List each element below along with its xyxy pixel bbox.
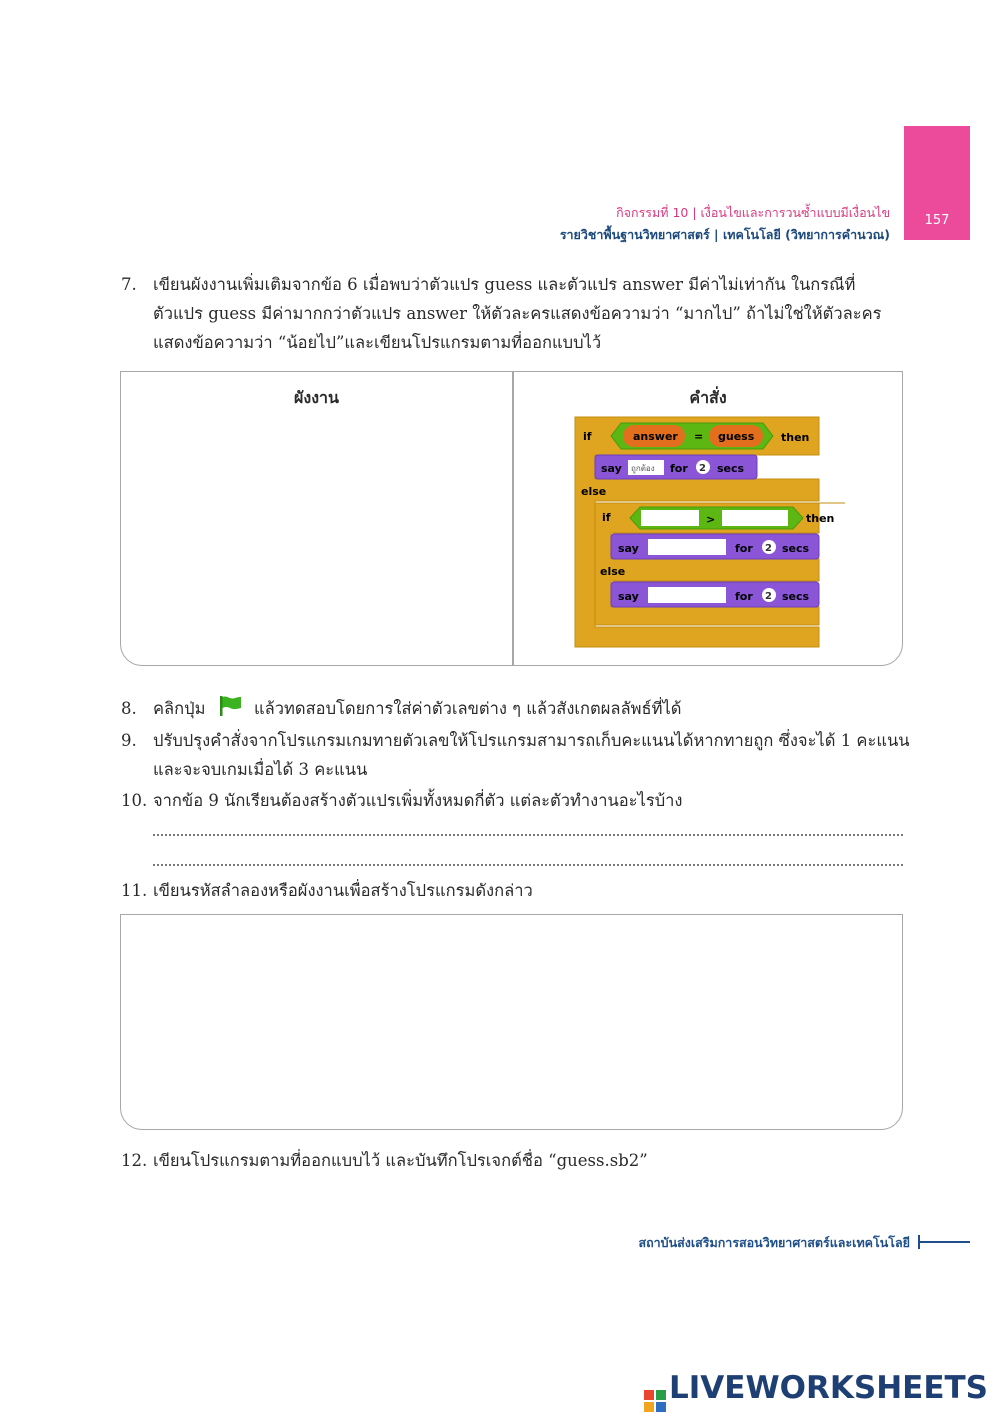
question-8-text-after: แล้วทดสอบโดยการใส่ค่าตัวเลขต่าง ๆ แล้วสังเกตผลลัพธ์ที่ได้ — [254, 699, 682, 718]
question-number: 12. — [121, 1151, 148, 1170]
say-keyword-2: say — [618, 542, 639, 555]
secs-value-2: 2 — [765, 543, 772, 554]
question-number: 9. — [121, 731, 137, 750]
question-11-text: เขียนรหัสลำลองหรือผังงานเพื่อสร้างโปรแกรมดังกล่าว — [153, 881, 533, 900]
for-keyword: for — [670, 462, 688, 475]
if-keyword: if — [583, 430, 592, 443]
else-keyword: else — [581, 485, 607, 498]
say-text-value: ถูกต้อง — [631, 464, 655, 473]
right-operand-input[interactable] — [722, 510, 788, 526]
question-9-line-2: และจะจบเกมเมื่อได้ 3 คะแนน — [153, 760, 368, 779]
question-10 — [121, 786, 913, 815]
secs-value: 2 — [699, 463, 706, 474]
question-number: 11. — [121, 881, 148, 900]
then-keyword: then — [781, 431, 810, 444]
question-number: 10. — [121, 791, 148, 810]
question-number: 8. — [121, 699, 137, 718]
answer-line-1[interactable] — [153, 834, 903, 836]
left-operand-input[interactable] — [641, 510, 699, 526]
question-7-line-3: แสดงข้อความว่า “น้อยไป”และเขียนโปรแกรมตามที่ออกแบบไว้ — [153, 333, 602, 352]
question-12 — [121, 1146, 913, 1175]
secs-value-3: 2 — [765, 591, 772, 602]
for-keyword-3: for — [735, 590, 753, 603]
brand-name: LIVEWORKSHEETS — [669, 1370, 988, 1406]
secs-keyword: secs — [717, 462, 745, 475]
say-too-low-input[interactable] — [648, 587, 726, 603]
inner-if-keyword: if — [602, 511, 611, 524]
for-keyword-2: for — [735, 542, 753, 555]
question-12-text: เขียนโปรแกรมตามที่ออกแบบไว้ และบันทึกโปรเจกต์ชื่อ “guess.sb2” — [153, 1151, 648, 1170]
flowchart-header: ผังงาน — [294, 388, 339, 407]
say-keyword: say — [601, 462, 622, 475]
liveworksheets-logo-icon — [644, 1390, 666, 1412]
command-header: คำสั่ง — [689, 388, 727, 407]
question-9 — [121, 726, 913, 784]
footer-rule-tick — [918, 1235, 920, 1249]
say-too-high-input[interactable] — [648, 539, 726, 555]
scratch-code-image — [575, 415, 835, 650]
pseudocode-answer-box[interactable] — [120, 914, 903, 1130]
question-8-text-before: คลิกปุ่ม — [153, 699, 206, 718]
question-7-line-2: ตัวแปร guess มีค่ามากกว่าตัวแปร answer ให้ตัวละครแสดงข้อความว่า “มากไป” ถ้าไม่ใช่ให้ตัวละคร — [153, 304, 882, 323]
flowchart-answer-area[interactable] — [131, 420, 501, 655]
question-9-line-1: ปรับปรุงคำสั่งจากโปรแกรมเกมทายตัวเลขให้โปรแกรมสามารถเก็บคะแนนได้หากทายถูก ซึ่งจะได้ 1 คะแนน — [153, 731, 910, 750]
greater-than-sign: > — [706, 513, 716, 526]
question-number: 7. — [121, 275, 137, 294]
question-7-line-1: เขียนผังงานเพิ่มเติมจากข้อ 6 เมื่อพบว่าตัวแปร guess และตัวแปร answer มีค่าไม่เท่ากัน ในกรณีที่ — [153, 275, 856, 294]
table-divider — [512, 372, 514, 665]
activity-title: กิจกรรมที่ 10 | เงื่อนไขและการวนซ้ำแบบมีเงื่อนไข — [616, 205, 890, 220]
liveworksheets-logo — [644, 1370, 988, 1412]
say-keyword-3: say — [618, 590, 639, 603]
inner-else-keyword: else — [600, 565, 626, 578]
inner-then-keyword: then — [806, 512, 835, 525]
answer-line-2[interactable] — [153, 864, 903, 866]
question-11 — [121, 876, 913, 905]
green-flag-icon — [217, 695, 243, 717]
answer-label: answer — [633, 430, 678, 443]
course-title: รายวิชาพื้นฐานวิทยาศาสตร์ | เทคโนโลยี (วิทยาการคำนวณ) — [559, 227, 890, 242]
secs-keyword-3: secs — [782, 590, 810, 603]
footer-rule — [918, 1241, 970, 1243]
equals-sign: = — [694, 430, 704, 443]
publisher-footer: สถาบันส่งเสริมการสอนวิทยาศาสตร์และเทคโนโลยี — [638, 1235, 910, 1250]
question-8 — [121, 694, 913, 723]
question-10-text: จากข้อ 9 นักเรียนต้องสร้างตัวแปรเพิ่มทั้งหมดกี่ตัว แต่ละตัวทำงานอะไรบ้าง — [153, 791, 683, 810]
question-7 — [121, 270, 913, 357]
secs-keyword-2: secs — [782, 542, 810, 555]
guess-label: guess — [718, 430, 755, 443]
page-number: 157 — [924, 213, 950, 228]
